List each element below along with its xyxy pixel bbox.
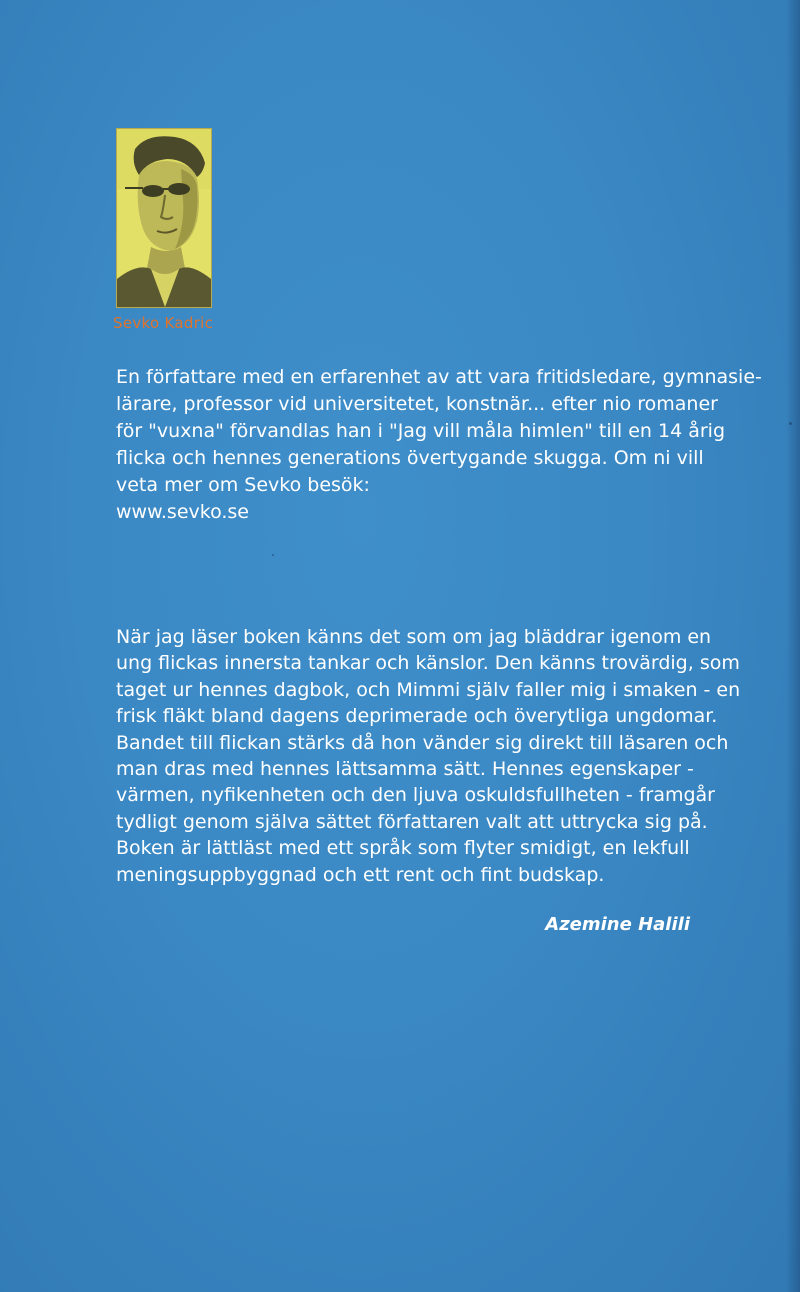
review-text [116, 624, 741, 888]
author-portrait-image [117, 129, 211, 307]
bio-line: En författare med en erfarenhet av att vara fritidsledare, gymnasie- [116, 366, 762, 388]
author-website: www.sevko.se [116, 501, 249, 523]
print-speck [272, 554, 274, 556]
review-line: värmen, nyfikenheten och den ljuva oskuldsfullheten - framgår [116, 784, 715, 807]
review-line: När jag läser boken känns det som om jag bläddrar igenom en [116, 626, 712, 648]
reviewer-signature: Azemine Halili [545, 914, 690, 935]
author-bio [116, 364, 762, 526]
book-spine-edge [786, 0, 800, 1292]
bio-line: flicka och hennes generations övertygande skugga. Om ni vill [116, 447, 704, 469]
print-speck [789, 422, 792, 425]
review-line: man dras med hennes lättsamma sätt. Hennes egenskaper - [116, 758, 694, 781]
review-line: frisk fläkt bland dagens deprimerade och överytliga ungdomar. [116, 705, 718, 728]
author-name-caption: Sevko Kadric [113, 314, 214, 332]
author-photo [116, 128, 212, 308]
review-line: tydligt genom själva sättet författaren valt att uttrycka sig på. [116, 810, 708, 833]
review-line: ung flickas innersta tankar och känslor. Den känns trovärdig, som [116, 652, 740, 675]
review-line: meningsuppbyggnad och ett rent och fint budskap. [116, 863, 605, 886]
review-line: Boken är lättläst med ett språk som flyter smidigt, en lekfull [116, 837, 690, 860]
bio-line: veta mer om Sevko besök: [116, 474, 370, 496]
bio-line: lärare, professor vid universitetet, konstnär... efter nio romaner [116, 393, 718, 415]
review-line: taget ur hennes dagbok, och Mimmi själv faller mig i smaken - en [116, 678, 741, 701]
review-line: Bandet till flickan stärks då hon vänder sig direkt till läsaren och [116, 731, 729, 754]
bio-line: för "vuxna" förvandlas han i "Jag vill måla himlen" till en 14 årig [116, 420, 726, 442]
